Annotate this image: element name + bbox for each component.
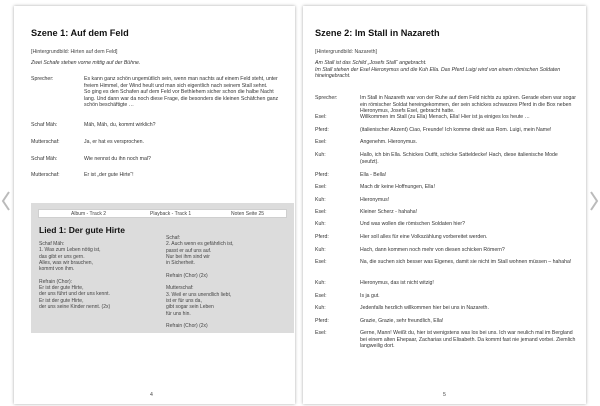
speaker-label: Sprecher:	[315, 95, 338, 101]
playback-track: Playback - Track 1	[150, 211, 192, 217]
speaker-label: Esel:	[315, 259, 327, 265]
album-track: Album - Track 2	[71, 211, 107, 217]
line-text: Und was wollen die römischen Soldaten hier?	[360, 221, 465, 227]
speaker-label: Kuh:	[315, 221, 326, 227]
dialogue-line	[315, 114, 577, 122]
background-note: [Hintergrundbild: Nazareth]	[315, 49, 377, 55]
line-text: Angenehm. Hieronymus.	[360, 139, 418, 145]
line-text: Hieronymus!	[360, 197, 390, 203]
speaker-label: Pferd:	[315, 234, 329, 240]
page-title: Szene 2: Im Stall in Nazareth	[315, 28, 440, 38]
speaker-label: Esel:	[315, 184, 327, 190]
line-text: Is ja gut.	[360, 293, 380, 299]
dialogue-line	[315, 318, 577, 326]
page-number: 5	[443, 392, 446, 398]
dialogue-line	[31, 156, 286, 164]
speaker-label: Kuh:	[315, 305, 326, 311]
noten-page: Noten Seite 25	[231, 211, 265, 217]
line-text: Hach, dann kommen noch mehr von diesen schicken Römern?	[360, 247, 505, 253]
stage-direction: Zwei Schafe stehen vorne mittig auf der Bühne.	[31, 60, 141, 66]
lyrics-column-2: Schaf: 2. Auch wenn es gefährlich ist, passt er auf uns auf. Nur bei ihm sind wir in Sicherheit. Refrain (Chor) (2x) Mutterschaf: 3. Weil er uns unendlich liebt, ist er für uns da, gibt sogar sein Leben für uns hin. Refrain (Chor) (2x)	[166, 235, 234, 330]
dialogue-line	[315, 259, 577, 273]
speaker-label: Kuh:	[315, 197, 326, 203]
speaker-label: Esel:	[315, 209, 327, 215]
speaker-label: Mutterschaf:	[31, 139, 60, 145]
line-text: Wie nennst du ihn noch mal?	[84, 156, 151, 162]
dialogue-line	[315, 293, 577, 301]
dialogue-line	[315, 197, 577, 205]
speaker-label: Esel:	[315, 293, 327, 299]
song-title: Lied 1: Der gute Hirte	[39, 225, 125, 235]
speaker-label: Schaf Mäh:	[31, 156, 58, 162]
track-info-bar	[38, 209, 287, 218]
line-text: Es kann ganz schön ungemütlich sein, wenn man nachts auf einem Feld steht, unter freiem Himmel, der Wind heult und man sich eigentlich nach seinem Stall sehnt. So ging es den Schafen auf dem Feld vor Bethlehem sicher schon die halbe Nacht lang. Und dann war da noch diese Frage, die besonders die kleinen Schäfchen ganz schön beschäftigte …	[84, 76, 279, 109]
previous-page-arrow-icon[interactable]	[0, 190, 12, 212]
line-text: Grazie, Grazie, sehr freundlich, Ella!	[360, 318, 444, 324]
line-text: Ja, er hat es versprochen.	[84, 139, 144, 145]
song-box	[31, 203, 294, 333]
dialogue-line	[315, 280, 577, 288]
speaker-label: Pferd:	[315, 127, 329, 133]
dialogue-line	[31, 122, 286, 130]
line-text: Mäh, Mäh, du, kommt wirklich?	[84, 122, 156, 128]
speaker-label: Sprecher:	[31, 76, 54, 82]
line-text: Jedenfalls herzlich willkommen hier bei uns in Nazareth.	[360, 305, 489, 311]
dialogue-line	[31, 139, 286, 147]
speaker-label: Pferd:	[315, 318, 329, 324]
dialogue-line	[315, 95, 577, 113]
line-text: (italienischer Akzent) Ciao, Freunde! Ich komme direkt aus Rom. Luigi, mein Name!	[360, 127, 552, 133]
dialogue-line	[315, 139, 577, 147]
dialogue-line	[315, 234, 577, 242]
line-text: Hier soll alles für eine Volkszählung vorbereitet werden.	[360, 234, 488, 240]
dialogue-line	[315, 184, 577, 192]
stage-direction: Am Stall ist das Schild „Josefs Stall“ angebracht. Im Stall stehen der Esel Hieronymus und die Kuh Ella. Das Pferd Luigi wird von einem römischen Soldaten hineingebracht.	[315, 60, 561, 80]
dialogue-line	[315, 127, 577, 135]
dialogue-line	[31, 172, 286, 180]
next-page-arrow-icon[interactable]	[588, 190, 600, 212]
dialogue-line	[315, 330, 577, 352]
line-text: Im Stall in Nazareth war von der Ruhe auf dem Feld nichts zu spüren. Gerade eben war sogar ein römischer Soldat hereingekommen, der sein schickes schwarzes Pferd in die Box neben Hieronymus, Josefs Esel, gebracht hatte.	[360, 95, 576, 115]
line-text: Hallo, ich bin Ella. Schickes Outfit, schicke Satteldecke! Hach, diese italienische Mode (seufzt).	[360, 152, 558, 165]
left-page	[14, 6, 295, 404]
speaker-label: Kuh:	[315, 247, 326, 253]
speaker-label: Esel:	[315, 330, 327, 336]
line-text: Ella - Bella!	[360, 172, 387, 178]
page-title: Szene 1: Auf dem Feld	[31, 28, 129, 38]
dialogue-line	[31, 76, 286, 126]
dialogue-line	[315, 221, 577, 229]
line-text: Na, die suchen sich besser was Eigenes, damit sie nicht im Stall wohnen müssen – hahaha!	[360, 259, 572, 265]
line-text: Gerne, Mann! Weißt du, hier ist wenigstens was los bei uns. Ich war neulich mal im Bergland bei einem alten Ehepaar, Zacharias und Elisabeth. Da kommt fast nie jemand vorbei. Ziemlich langweilig dort.	[360, 330, 576, 350]
speaker-label: Schaf Mäh:	[31, 122, 58, 128]
line-text: Er ist „der gute Hirte“!	[84, 172, 134, 178]
background-note: [Hintergrundbild: Hirten auf dem Feld]	[31, 49, 118, 55]
line-text: Willkommen im Stall (zu Ella) Mensch, Ella! Hier ist ja einiges los heute …	[360, 114, 530, 120]
speaker-label: Pferd:	[315, 172, 329, 178]
dialogue-line	[315, 172, 577, 180]
page-number: 4	[150, 392, 153, 398]
speaker-label: Esel:	[315, 114, 327, 120]
speaker-label: Esel:	[315, 139, 327, 145]
line-text: Hieronymus, das ist nicht witzig!	[360, 280, 434, 286]
dialogue-line	[315, 247, 577, 255]
dialogue-line	[315, 152, 577, 166]
line-text: Kleiner Scherz - hahaha!	[360, 209, 418, 215]
speaker-label: Kuh:	[315, 152, 326, 158]
speaker-label: Kuh:	[315, 280, 326, 286]
dialogue-line	[315, 209, 577, 217]
right-page	[303, 6, 586, 404]
lyrics-column-1: Schaf Mäh: 1. Was zum Leben nötig ist, das gibt er uns gern. Alles, was wir brauchen, kommt von ihm. Refrain (Chor): Er ist der gute Hirte, der uns führt und der uns kennt. Er ist der gute Hirte, der uns seine Kinder nennt. (2x)	[39, 241, 111, 310]
speaker-label: Mutterschaf:	[31, 172, 60, 178]
line-text: Mach dir keine Hoffnungen, Ella!	[360, 184, 435, 190]
dialogue-line	[315, 305, 577, 313]
